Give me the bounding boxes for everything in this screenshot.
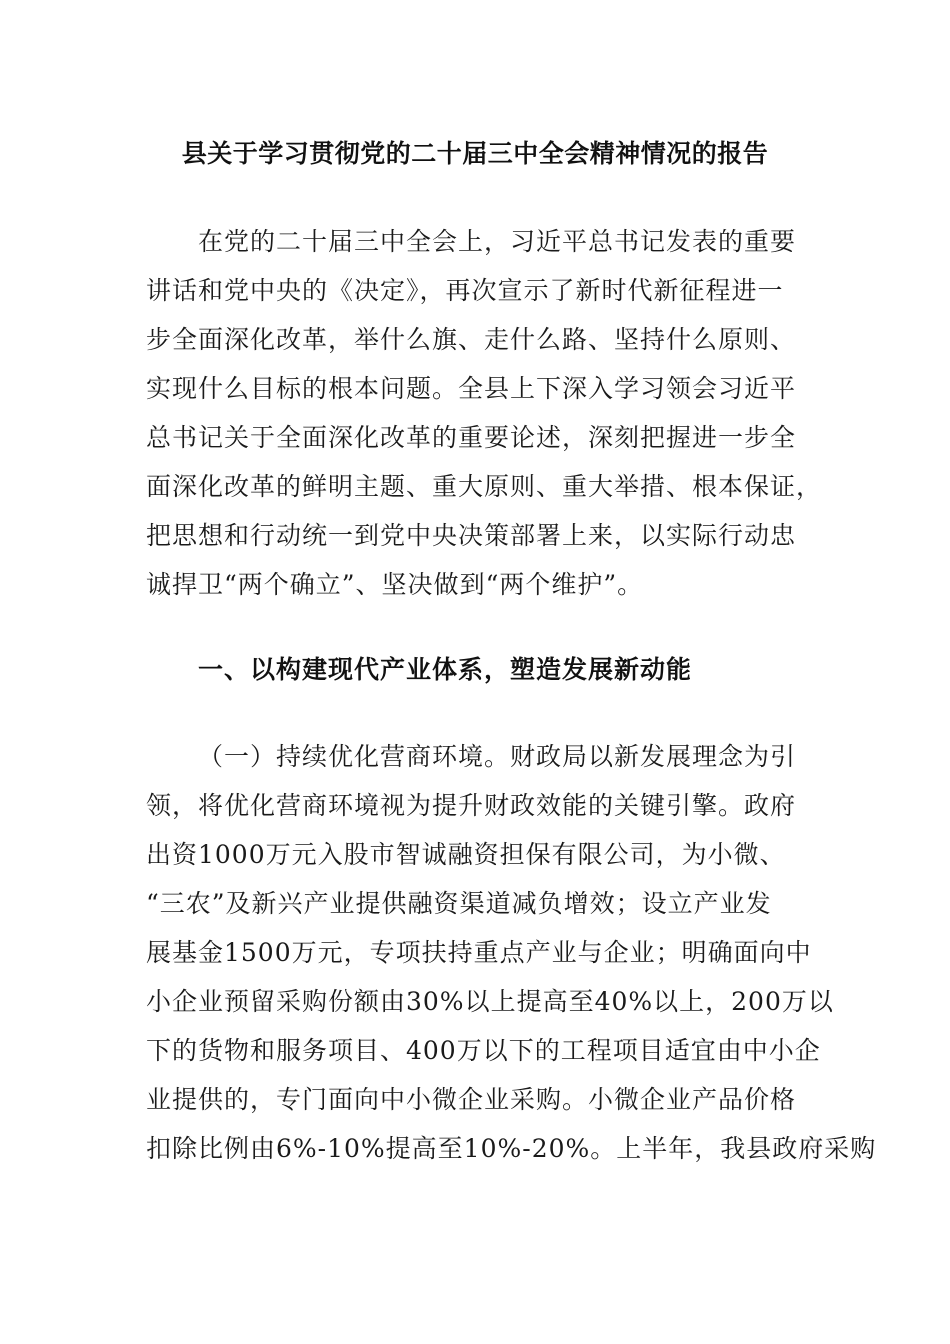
section-heading: 一、以构建现代产业体系，塑造发展新动能 <box>198 655 693 684</box>
document-title: 县关于学习贯彻党的二十届三中全会精神情况的报告 <box>181 139 769 168</box>
paragraph-line: 出资1000万元入股市智诚融资担保有限公司，为小微、 <box>146 840 786 869</box>
paragraph-line: 诚捍卫“两个确立”、坚决做到“两个维护”。 <box>146 570 644 599</box>
paragraph-line: 讲话和党中央的《决定》，再次宣示了新时代新征程进一 <box>146 276 784 305</box>
paragraph-line: （一）持续优化营商环境。财政局以新发展理念为引 <box>198 742 797 771</box>
paragraph-line: 小企业预留采购份额由30%以上提高至40%以上，200万以 <box>146 987 834 1016</box>
paragraph-line: 面深化改革的鲜明主题、重大原则、重大举措、根本保证， <box>146 472 823 501</box>
paragraph-line: 业提供的，专门面向中小微企业采购。小微企业产品价格 <box>146 1085 797 1114</box>
paragraph-line: 总书记关于全面深化改革的重要论述，深刻把握进一步全 <box>146 423 797 452</box>
paragraph-line: 把思想和行动统一到党中央决策部署上来，以实际行动忠 <box>146 521 797 550</box>
paragraph-line: 实现什么目标的根本问题。全县上下深入学习领会习近平 <box>146 374 797 403</box>
paragraph-line: 在党的二十届三中全会上，习近平总书记发表的重要 <box>198 227 797 256</box>
section-paragraph <box>146 732 877 1173</box>
paragraph-line: “三农”及新兴产业提供融资渠道减负增效；设立产业发 <box>146 889 772 918</box>
paragraph-line: 展基金1500万元，专项扶持重点产业与企业；明确面向中 <box>146 938 812 967</box>
paragraph-line: 领，将优化营商环境视为提升财政效能的关键引擎。政府 <box>146 791 797 820</box>
intro-paragraph <box>146 217 826 609</box>
paragraph-line: 步全面深化改革，举什么旗、走什么路、坚持什么原则、 <box>146 325 797 354</box>
paragraph-line: 扣除比例由6%-10%提高至10%-20%。上半年，我县政府采购 <box>146 1134 877 1163</box>
paragraph-line: 下的货物和服务项目、400万以下的工程项目适宜由中小企 <box>146 1036 821 1065</box>
